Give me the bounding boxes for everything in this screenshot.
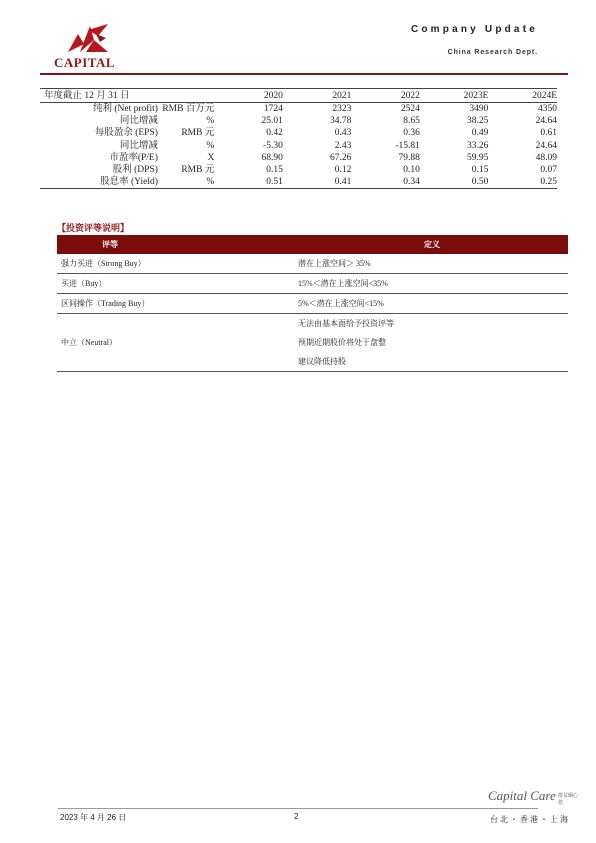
table-cell: 0.51	[214, 176, 283, 189]
table-cell: -5.30	[263, 140, 283, 151]
table-cell: 0.12	[334, 165, 352, 176]
table-row	[40, 127, 557, 139]
row-unit: %	[158, 176, 214, 189]
table-body	[40, 103, 557, 189]
table-cell: 0.49	[471, 128, 489, 139]
table-cell: -15.81	[395, 140, 420, 151]
table-cell: 0.07	[540, 165, 557, 176]
row-unit: RMB 元	[181, 165, 215, 176]
column-header: 2021	[283, 89, 352, 103]
row-unit: %	[206, 116, 215, 127]
rating-definition-table	[57, 235, 568, 372]
table-cell: 0.10	[403, 165, 420, 176]
table-header-row	[40, 89, 557, 103]
definition-line: 潜在上涨空间＞ 35%	[298, 259, 371, 268]
definition-column-header: 定义	[296, 235, 568, 254]
table-cell: 2524	[400, 104, 420, 115]
table-cell: 0.41	[283, 176, 352, 189]
table-cell: 4350	[538, 104, 557, 115]
column-header: 2024E	[488, 89, 557, 103]
rating-name: 中立（Neutral）	[57, 314, 296, 372]
rating-row	[57, 294, 568, 314]
row-label: 同比增减	[119, 116, 158, 127]
table-cell: 0.43	[334, 128, 352, 139]
definition-line: 建议降低持股	[298, 357, 346, 366]
table-cell: 8.65	[403, 116, 420, 127]
table-cell: 67.26	[329, 152, 352, 163]
table-row	[40, 152, 557, 164]
definition-line: 无法由基本面给予投资评等	[298, 319, 394, 328]
table-cell: 0.15	[266, 165, 283, 176]
column-header: 2020	[214, 89, 283, 103]
rating-table-body	[57, 254, 568, 372]
row-unit: RMB 元	[181, 128, 215, 139]
table-cell: 34.78	[329, 116, 352, 127]
footer-divider	[58, 808, 538, 809]
header-divider	[40, 73, 568, 75]
table-cell: 24.64	[535, 140, 557, 151]
row-label: 同比增减	[119, 140, 158, 151]
brand-tagline: 群益關心您	[558, 793, 579, 806]
table-cell: 2323	[332, 104, 352, 115]
table-cell: 79.88	[398, 152, 420, 163]
row-label: 每股盈余 (EPS)	[94, 128, 158, 139]
rating-header-row	[57, 235, 568, 254]
report-date: 2023 年 4 月 26 日	[60, 813, 127, 822]
table-row	[40, 176, 557, 189]
column-header: 2022	[351, 89, 420, 103]
table-cell: 0.25	[488, 176, 557, 189]
rating-row	[57, 314, 568, 372]
office-cities: 台北・香港・上海	[490, 815, 570, 824]
table-row	[40, 164, 557, 176]
row-label: 股息率 (Yield)	[40, 176, 158, 189]
row-label: 市盈率(P/E)	[109, 152, 158, 163]
table-cell: 48.09	[535, 152, 557, 163]
phoenix-icon	[64, 22, 112, 54]
row-unit: RMB 百万元	[162, 104, 215, 115]
page-number: 2	[294, 812, 299, 821]
table-cell: 3490	[469, 104, 489, 115]
table-cell: 0.34	[351, 176, 420, 189]
table-row	[40, 115, 557, 127]
row-label: 股利 (DPS)	[112, 165, 158, 176]
row-unit: %	[206, 140, 215, 151]
rating-section-title: 【投资评等说明】	[57, 224, 130, 234]
brand-script: Capital Care	[488, 788, 556, 803]
table-cell: 25.01	[261, 116, 283, 127]
rating-row	[57, 254, 568, 274]
table-cell: 2.43	[334, 140, 352, 151]
table-cell: 0.42	[266, 128, 283, 139]
table-cell: 1724	[263, 104, 283, 115]
column-header: 年度截止 12 月 31 日	[40, 89, 214, 103]
rating-definition	[296, 254, 568, 274]
department-subtitle: China Research Dept.	[447, 49, 538, 56]
rating-name: 强力买进（Strong Buy）	[57, 254, 296, 274]
table-cell: 38.25	[467, 116, 489, 127]
table-cell: 0.36	[403, 128, 420, 139]
table-cell: 59.95	[467, 152, 489, 163]
definition-line: 5%＜潜在上涨空间<15%	[298, 299, 384, 308]
rating-definition	[296, 314, 568, 372]
row-unit: X	[207, 152, 215, 163]
table-cell: 0.15	[471, 165, 489, 176]
logo-text: CAPITAL	[54, 55, 116, 70]
table-cell: 24.64	[535, 116, 557, 127]
capital-logo	[52, 22, 128, 70]
table-row	[40, 140, 557, 152]
rating-name: 区间操作（Trading Buy）	[57, 294, 296, 314]
definition-line: 15%＜潜在上涨空间<35%	[298, 279, 388, 288]
table-cell: 68.90	[261, 152, 283, 163]
rating-definition	[296, 294, 568, 314]
row-label: 纯利 (Net profit)	[93, 104, 158, 115]
rating-row	[57, 274, 568, 294]
definition-line: 预期近期股价将处于盘整	[298, 338, 386, 347]
table-row	[40, 103, 557, 116]
capital-care-brand	[488, 788, 578, 816]
rating-column-header: 评等	[57, 235, 296, 254]
table-cell: 0.61	[540, 128, 557, 139]
financial-summary-table	[40, 88, 557, 189]
table-cell: 0.50	[420, 176, 489, 189]
rating-name: 买进（Buy）	[57, 274, 296, 294]
report-type-title: Company Update	[410, 24, 538, 35]
table-cell: 33.26	[467, 140, 489, 151]
rating-definition	[296, 274, 568, 294]
column-header: 2023E	[420, 89, 489, 103]
